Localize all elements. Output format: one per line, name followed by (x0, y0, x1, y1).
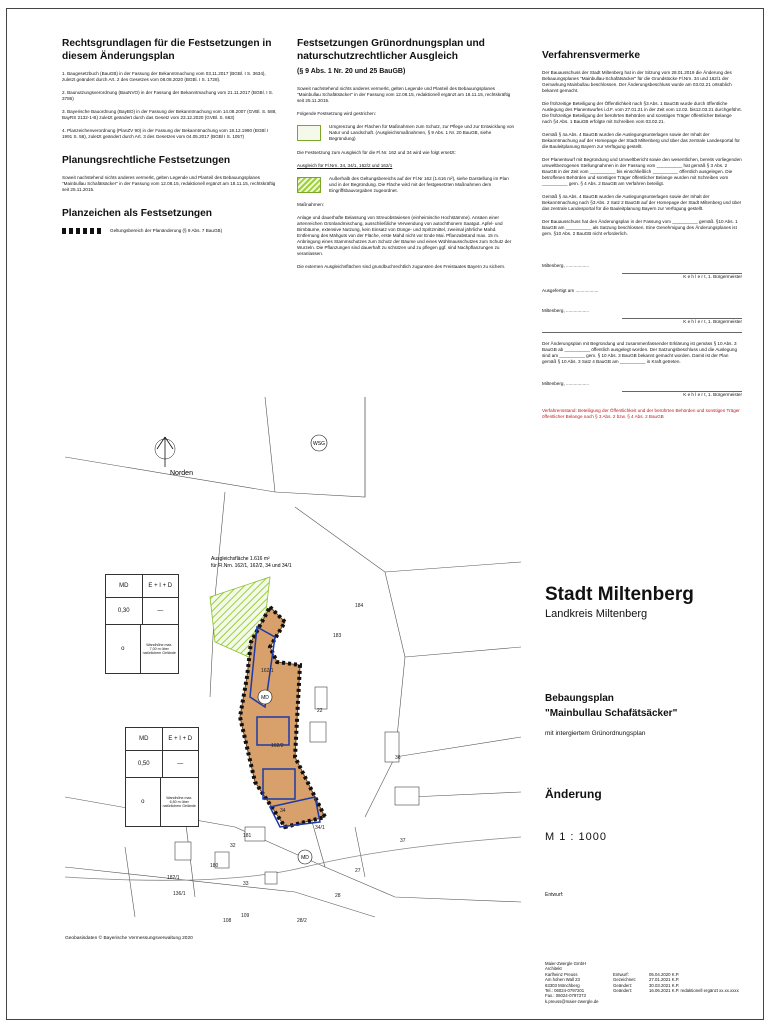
signature-name-3: K e h l e r t, 1. Bürgermeister (683, 392, 742, 397)
address-line: Karlheinz Preuss (545, 971, 578, 977)
county-title: Landkreis Miltenberg (545, 608, 648, 620)
parcel-number: 33 (243, 881, 249, 887)
parcel-number: 180 (210, 863, 219, 869)
plan-subtitle: mit intergiertem Grünordnungsplan (545, 730, 646, 737)
usage-cell: E + I + D (148, 583, 173, 589)
status-note: Verfahrensstand: Beteiligung der Öffentlichkeit und der berührten Behörden und sonstigen Träger öffentlicher Belange nach § 3 Abs. 2 bzw. § 4 Abs. 2 BauGB (542, 408, 740, 419)
footer-dates (649, 972, 739, 1004)
usage-cell: o (106, 625, 141, 673)
address-line: Am hohen Wall 23 (545, 977, 580, 983)
green-column (297, 37, 517, 277)
heading-planung: Planungsrechtliche Festsetzungen (62, 155, 231, 166)
footer-row (545, 972, 755, 1004)
signature-place-1: Miltenberg, .................. (542, 263, 589, 268)
usage-cell: Wandhöhe max. 7,00 m über natürlichem Gelände (142, 643, 176, 655)
procedure-1: Der Bauausschuss der Stadt Miltenberg hat in der Sitzung vom 28.01.2019 die Änderung des Bebauungsplanes "Mainbullau-Schafätsäcker" für die Grundstücke Fl.Nrn. 34 und 162/1 der Gemarkung Mainbullau beschlossen. Der Änderungsbeschluss wurde am 03.02.21 ortsüblich bekannt gemacht. (542, 70, 732, 93)
date-value: 16.06.2021 K.P. redaktionell ergänzt xx.xx.xxxx (649, 988, 739, 994)
usage-cell: E + I + D (168, 736, 193, 742)
usage-cell: 0,30 (106, 598, 143, 624)
signature-block-1 (542, 263, 742, 280)
usage-cell: — (157, 608, 164, 614)
heading-gruenordnung: Festsetzungen Grünordnungsplan und naturschutzrechtlicher Ausgleich (297, 38, 485, 62)
legend-boundary (62, 228, 277, 234)
legal-item-3: 3. Bayerische Bauordnung (BayBO) in der Fassung der Bekanntmachung vom 14.08.2007 (GVBl. S. 588, BayRS 2132-1-B) zuletzt geändert durch das Gesetz vom 23.12.2020 (GVBl. S. 663) (62, 109, 277, 120)
legal-column (62, 37, 277, 234)
legend-ausgleich (297, 176, 517, 194)
heading-gruenordnung-sub: (§ 9 Abs. 1 Nr. 20 und 25 BauGB) (297, 68, 406, 75)
parcel-number: 28 (335, 893, 341, 899)
usage-template-1 (105, 574, 179, 674)
date-value: 05.04.2020 K.P. (649, 971, 680, 977)
procedure-2: Die frühzeitige Beteiligung der Öffentlichkeit nach §3 Abs. 1 BauGB wurde durch öffentliche Auslegung des Planentwurfes i.d.F. vom 27.01.21 in der Zeit vom 12.02. bis12.03.21 durchgeführt. Die frühzeitige Beteiligung der berührten Behörden und sonstigen Träger öffentlicher Belange nach §4 Abs. 1 BauGB erfolgte mit Schreiben vom 03.02.21. (542, 101, 742, 124)
parcel-number: 184 (355, 603, 364, 609)
ausgefertigt: Ausgefertigt am .................. (542, 288, 599, 293)
procedure-column (542, 49, 742, 427)
parcel-number: 182/1 (167, 875, 180, 881)
separator (542, 332, 742, 333)
parcel-number: 36 (395, 755, 401, 761)
usage-template-2 (125, 727, 199, 827)
usage-cell: 0,50 (126, 751, 163, 777)
hatch-icon (297, 177, 321, 193)
scale-label: M 1 : 1000 (545, 831, 607, 843)
date-label: Geändert: (613, 982, 633, 988)
compensation-label-2: für Fl.Nrn. 162/1, 162/2, 34 und 34/1 (211, 563, 292, 569)
legal-item-1: 1. Baugesetzbuch (BauGB) in der Fassung der Bekanntmachung vom 03.11.2017 (BGBl. I S. 3634), zuletzt geändert durch Art. 2 des Gesetzes vom 08.08.2020 (BGBl. I S. 1728). (62, 71, 266, 82)
usage-cell: MD (126, 728, 163, 750)
parcel-number: 136/1 (173, 891, 186, 897)
plan-type: Bebaungsplan (545, 693, 614, 704)
md-label-2: MD (301, 855, 309, 861)
parcel-number: 34 (280, 808, 286, 814)
green-text-9: Die externen Ausgleichsflächen sind grundbuchrechtlich zugunsten des Freistaates Bayern zu sichern. (297, 264, 506, 269)
heading-rechtsgrundlagen: Rechtsgrundlagen für die Festsetzungen in diesem Änderungsplan (62, 38, 272, 62)
phone: Tel.: 06024-0797201 (545, 988, 585, 994)
green-text-5: Ausgleich für Fl.Nrn. 34, 34/1, 162/2 und 162/1 (297, 163, 393, 168)
usage-row (106, 625, 178, 673)
parcel-number: 32 (230, 843, 236, 849)
date-label: Gezeichnet: (613, 977, 636, 983)
parcel-number: 37 (400, 838, 406, 844)
usage-row (106, 598, 178, 625)
procedure-7: Der Änderungsplan mit Begründung und zusammenfassender Erklärung ist gemäss § 10 Abs. 3 BauGB ab __________ öffentlich ausgelegt worden. Der Satzungsbeschluss und die Auslegung sind am __________ gem. § 10 Abs. 3 BauGB bekannt gemacht worden. Damit ist der Plan gemäß § 10 Abs. 3 Satz 4 BauGB am __________ in Kraft getreten. (542, 341, 738, 364)
parcel-number: 27 (355, 868, 361, 874)
usage-row (106, 575, 178, 598)
parcel-number: 181 (243, 833, 252, 839)
date-label: Entwurf: (613, 971, 629, 977)
parcel-number: 108 (223, 918, 232, 924)
parcel-number: 34/1 (315, 825, 325, 831)
green-text-2: Folgende Festsetzung wird gestrichen: (297, 111, 376, 116)
legend-ausgleich-label: Außerhalb des Geltungsbereichs auf der Fl.Nr 162 (1.616 m²), siehe Darstellung im Plan und in der Begründung. Die Fläche wird mit der festgesetzten Maßnahmen dem Eingriffsbauvorgaben zugeordnet. (329, 176, 509, 193)
parcel-number: 162/2 (271, 743, 284, 749)
firm-name: Maier-Zwergle GmbH (545, 961, 587, 966)
planung-text: Soweit nachstehend nichts anderes vermerkt, gelten Legende und Planteil des Bebauungsplanes "Mainbullau Schafätsäcker" in der Fassung vom 12.08.15, redaktionell ergänzt am 18.11.15, rechtskräftig seit 25.11.2015. (62, 175, 276, 192)
parcel-number: 109 (241, 913, 250, 919)
heading-verfahren: Verfahrensvermerke (542, 50, 640, 61)
legal-item-2: 2. Baunutzungsverordnung (BauNVO) in der Fassung der Bekanntmachung vom 21.11.2017 (BGBl. I S. 3786) (62, 90, 274, 101)
plan-sheet (6, 8, 764, 1020)
draft-label: Entwurf: (545, 892, 564, 898)
date-value: 27.01.2021 K.P. (649, 977, 680, 983)
green-text-7: Maßnahmen: (297, 202, 325, 207)
usage-row (126, 728, 198, 751)
amendment-label: Änderung (545, 787, 602, 801)
parcel-number: 22 (317, 708, 323, 714)
boundary-line-icon (62, 228, 102, 234)
green-text-1: Soweit nachstehend nichts anderes vermerkt, gelten Legende und Planteil des Bebauungsplanes "Mainbullau Schafätsäcker" in der Fassung vom 12.08.15, redaktionell ergänzt am 18.11.15, rechtskräftig seit 25.11.2015. (297, 86, 511, 103)
md-label-1: MD (261, 695, 269, 701)
signature-block-2 (542, 308, 742, 325)
compensation-label: Ausgleichsfläche 1.616 m² (211, 556, 270, 562)
usage-cell: MD (106, 575, 143, 597)
procedure-4: Der Planentwurf mit Begründung und Umweltbericht sowie den wesentlichen, bereits vorliegenden umweltbezogenen Stellungnahmen in der Fassung vom __________ hat gemäß § 3 Abs. 2 BauGB in der Zeit vom __________ bis einschließlich __________ öffentlich ausgelegen. Die betroffenen Behörden und sonstigen Träger öffentlicher Belange wurden mit Schreiben vom __________ gem. § 4 Abs. 2 BauGB am Verfahren beteiligt. (542, 157, 742, 186)
signature-place-3: Miltenberg, .................. (542, 381, 589, 386)
parcel-number: 183 (333, 633, 342, 639)
parcel-number: 28/2 (297, 918, 307, 924)
footer-address (545, 972, 607, 1004)
parcel-number: 162/1 (261, 668, 274, 674)
plan-name: "Mainbullau Schafätsäcker" (545, 708, 678, 719)
signature-place-2: Miltenberg, .................. (542, 308, 589, 313)
procedure-5: Gemäß § 4a Abs. 4 BauGB wurden die Auslegungsunterlagen sowie der Inhalt der Bekanntmachung nach §3 Abs. 2 Satz 2 BauGB auf der Homepage der Stadt Miltenberg und über das zentrale Landesportal für die Bauleitplanung Bayern zur Verfügung gestellt. (542, 194, 742, 211)
plan-title-block (545, 692, 755, 737)
address-line: 63303 Mönchberg (545, 982, 580, 988)
heading-planzeichen: Planzeichen als Festsetzungen (62, 208, 213, 219)
legend-boundary-label: Geltungsbereich der Planänderung (§ 9 Abs. 7 BauGB) (110, 228, 223, 233)
date-label: Geändert: (613, 988, 633, 994)
procedure-6: Der Bauausschuss hat den Änderungsplan in der Fassung vom __________ gemäß. §10 Abs. 1 BauGB am __________ als Satzung beschlossen. Eine Genehmigung des Änderungsplanes ist gem. §10 Abs. 2 BauGB nicht erforderlich. (542, 219, 738, 236)
city-title: Stadt Miltenberg (545, 584, 694, 605)
procedure-3: Gemäß § 4a Abs. 4 BauGB wurden die Auslegungsunterlagen sowie der Inhalt der Bekanntmachung auf der Homepage der Stadt Miltenberg und über das zentrale Landesportal für die Bauleitplanung Bayern zur Verfügung gestellt. (542, 132, 740, 149)
usage-cell: — (177, 761, 184, 767)
firm-role: Architekt (545, 966, 562, 972)
signature-name-1: K e h l e r t, 1. Bürgermeister (683, 274, 742, 279)
usage-cell: o (126, 778, 161, 826)
green-boundary-icon (297, 125, 321, 141)
legend-deleted-label: Umgrenzung der Flächen für Maßnahmen zum Schutz, zur Pflege und zur Entwicklung von Natur und Landschaft. (Ausgleichsmaßnahmen, § 9 Abs. 1 Nr. 20 BauGB, siehe Begründung) (329, 124, 515, 141)
north-label: Norden (170, 470, 193, 477)
usage-row (126, 751, 198, 778)
green-text-4: Die Festsetzung zum Ausgleich für die Fl.Nr. 162 und 34 wird wie folgt ersetzt: (297, 150, 456, 155)
usage-row (126, 778, 198, 826)
footer-labels (613, 972, 643, 1004)
signature-block-3 (542, 381, 742, 398)
copyright-note: Geobasisdaten © Bayerische Vermessungsverwaltung 2020 (65, 936, 193, 941)
fax: Fax.: 06024-0797373 (545, 993, 586, 999)
title-block (545, 584, 745, 620)
legend-deleted (297, 124, 517, 142)
date-value: 30.03.2021 K.P. (649, 982, 680, 988)
footer-block (545, 961, 755, 1004)
signature-name-2: K e h l e r t, 1. Bürgermeister (683, 319, 742, 324)
email: k.preuss@maier-zwergle.de (545, 998, 599, 1004)
green-text-8: Anlage und dauerhafte Belassung von Streuobstwiesen (einheimische Hochstämme). Ansäen einer artenreichen Grünlandmischung, ausschließliche Verwendung von autochthonem Saatgut. Apfel- und Birnbäume, extensive Nutzung, kein Einsatz von Dünge- und Spritzmittel, zweimal jährliche Mahd. Entfernung des Mähguts von der Fläche, erste Mahd nicht vor Ende Mai. Pflanzabstand max. 15 m. Anbringung eines Stammschutzes zum Schutz der Bäume und eines Wühlmausschutzes zum Schutz der Wurzeln. Die Pflanzungen sind dauerhaft zu schützen und zu pflegen ggf. sind Nachpflanzungen zu veranlassen. (297, 215, 512, 256)
wsg-label: WSG (313, 441, 325, 447)
usage-cell: Wandhöhe max. 6,50 m über natürlichem Gelände (162, 796, 196, 808)
legal-item-4: 4. Planzeichenverordnung (PlanZV 90) in der Fassung der Bekanntmachung vom 18.12.1990 (BGBl I 1991 S. 58), zuletzt geändert durch Art. 3 des Gesetzes vom 04.05.2017 (BGBl I S. 1057) (62, 128, 269, 139)
